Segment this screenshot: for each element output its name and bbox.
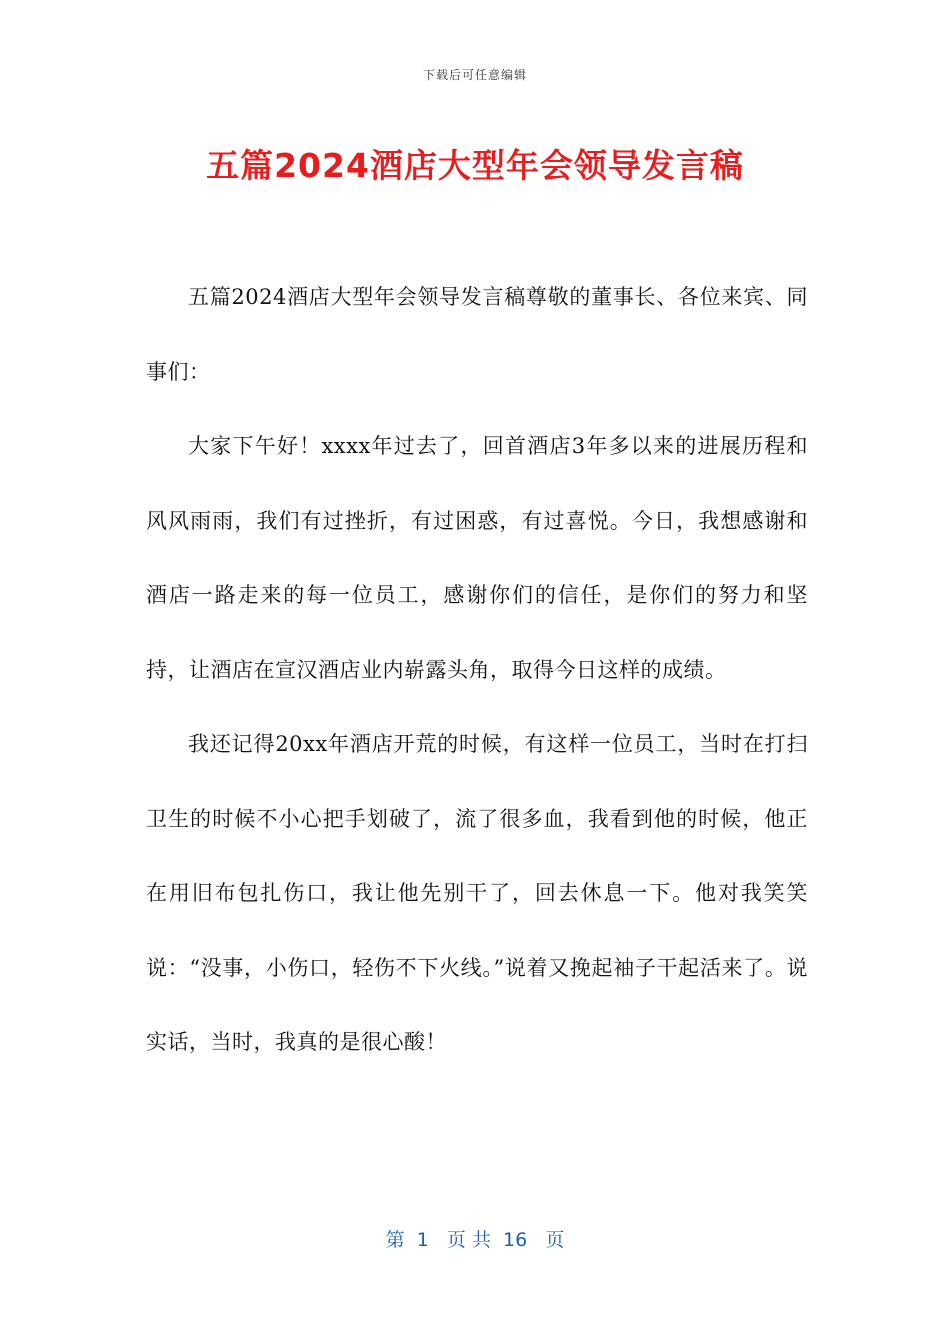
paragraph: 我还记得20xx年酒店开荒的时候，有这样一位员工，当时在打扫卫生的时候不小心把手划破了，流了很多血，我看到他的时候，他正在用旧布包扎伤口，我让他先别干了，回去休息一下。他对我笑笑说：“没事，小伤口，轻伤不下火线。”说着又挽起袖子干起活来了。说实话，当时，我真的是很心酸！ <box>146 732 808 1054</box>
page-footer: 第 1 页 共 16 页 <box>385 1229 565 1251</box>
paragraph: 大家下午好！xxxx年过去了，回首酒店3年多以来的进展历程和风风雨雨，我们有过挫折，有过困惑，有过喜悦。今日，我想感谢和酒店一路走来的每一位员工，感谢你们的信任，是你们的努力和坚持，让酒店在宣汉酒店业内崭露头角，取得今日这样的成绩。 <box>146 434 808 682</box>
document-body <box>146 260 808 1080</box>
paragraph: 五篇2024酒店大型年会领导发言稿尊敬的董事长、各位来宾、同事们： <box>146 285 808 384</box>
document-title: 五篇2024酒店大型年会领导发言稿 <box>206 146 744 185</box>
header-note: 下载后可任意编辑 <box>422 68 527 82</box>
